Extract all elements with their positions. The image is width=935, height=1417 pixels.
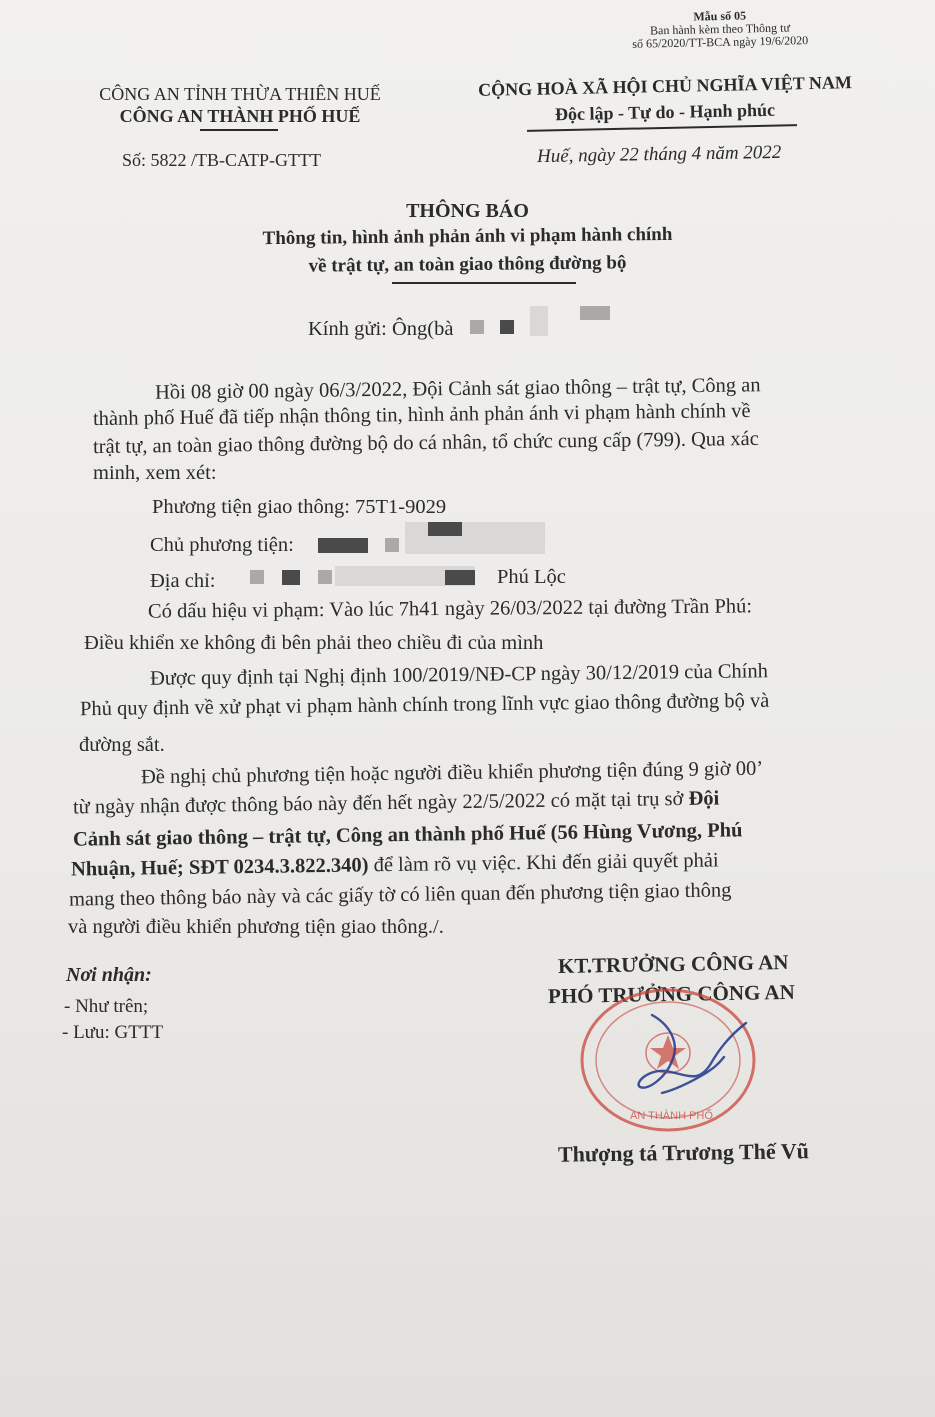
- signer-name: Thượng tá Trương Thế Vũ: [557, 1138, 810, 1167]
- recipients-label: Nơi nhận:: [66, 964, 152, 986]
- document-subtitle-2: về trật tự, an toàn giao thông đường bộ: [308, 252, 627, 277]
- place-date: Huế, ngày 22 tháng 4 năm 2022: [536, 141, 782, 168]
- legal-line-3: đường sắt.: [79, 734, 165, 756]
- svg-text:AN THÀNH PHỐ: AN THÀNH PHỐ: [630, 1110, 713, 1122]
- request-line-4: [71, 849, 719, 881]
- redaction: [500, 320, 514, 334]
- motto: Độc lập - Tự do - Hạnh phúc: [554, 99, 776, 125]
- vehicle-owner-label: Chủ phương tiện:: [150, 534, 294, 556]
- intro-line-4: minh, xem xét:: [93, 462, 217, 484]
- signer-title-1: KT.TRƯỞNG CÔNG AN: [557, 949, 789, 979]
- redaction: [470, 320, 484, 334]
- request-line-1: Đề nghị chủ phương tiện hoặc người điều khiển phương tiện đúng 9 giờ 00’: [140, 757, 764, 789]
- intro-line-1: Hồi 08 giờ 00 ngày 06/3/2022, Đội Cảnh sát giao thông – trật tự, Công an: [154, 374, 761, 404]
- form-issued-by: Ban hành kèm theo Thông tư: [649, 20, 791, 38]
- agency-name: CÔNG AN THÀNH PHỐ HUẾ: [119, 106, 361, 126]
- signer-title-2: PHÓ TRƯỞNG CÔNG AN: [547, 979, 795, 1009]
- request-line-2: [73, 787, 720, 819]
- redaction: [530, 306, 548, 336]
- recipient: Kính gửi: Ông(bà: [308, 318, 454, 340]
- agency-underline: [200, 129, 278, 131]
- legal-line-2: Phủ quy định về xử phạt vi phạm hành chính trong lĩnh vực giao thông đường bộ và: [79, 689, 770, 721]
- violation-line-1: Có dấu hiệu vi phạm: Vào lúc 7h41 ngày 26/03/2022 tại đường Trần Phú:: [147, 595, 753, 623]
- request-line-2-bold: Đội: [688, 787, 720, 810]
- request-line-2-text: từ ngày nhận được thông báo này đến hết ngày 22/5/2022 có mặt tại trụ sở: [72, 787, 684, 819]
- redaction: [385, 538, 399, 552]
- form-circular: số 65/2020/TT-BCA ngày 19/6/2020: [632, 33, 809, 51]
- redaction: [445, 570, 475, 585]
- form-reference: [600, 7, 841, 51]
- agency-parent: CÔNG AN TỈNH THỪA THIÊN HUẾ: [99, 84, 381, 104]
- address-label: Địa chỉ:: [150, 570, 216, 592]
- intro-line-3: trật tự, an toàn giao thông đường bộ do cá nhân, tổ chức cung cấp (799). Qua xác: [92, 427, 759, 459]
- redaction: [318, 538, 368, 553]
- legal-line-1: Được quy định tại Nghị định 100/2019/NĐ-CP ngày 30/12/2019 của Chính: [149, 660, 769, 690]
- redaction: [318, 570, 332, 584]
- request-line-4-text: để làm rõ vụ việc. Khi đến giải quyết phải: [373, 849, 719, 877]
- request-line-6: và người điều khiển phương tiện giao thông./.: [68, 916, 444, 938]
- address-district: Phú Lộc: [497, 566, 566, 588]
- redaction: [428, 522, 462, 536]
- document-title: THÔNG BÁO: [406, 200, 529, 222]
- recipient-item: - Như trên;: [64, 996, 149, 1017]
- form-number: Mẫu số 05: [693, 8, 747, 24]
- redaction: [405, 522, 545, 554]
- request-line-3: Cảnh sát giao thông – trật tự, Công an thành phố Huế (56 Hùng Vương, Phú: [72, 819, 743, 851]
- nation-title: CỘNG HOÀ XÃ HỘI CHỦ NGHĨA VIỆT NAM: [477, 72, 853, 100]
- redaction: [250, 570, 264, 584]
- recipient-item: - Lưu: GTTT: [62, 1022, 164, 1043]
- document-subtitle-1: Thông tin, hình ảnh phản ánh vi phạm hành chính: [262, 223, 673, 250]
- redaction: [282, 570, 300, 585]
- document-number: Số: 5822 /TB-CATP-GTTT: [122, 150, 322, 170]
- request-line-5: mang theo thông báo này và các giấy tờ có liên quan đến phương tiện giao thông: [68, 879, 732, 911]
- intro-line-2: thành phố Huế đã tiếp nhận thông tin, hình ảnh phản ánh vi phạm hành chính về: [92, 399, 751, 431]
- request-line-4-bold: Nhuận, Huế; SĐT 0234.3.822.340): [70, 854, 369, 881]
- official-stamp-seal: [578, 985, 758, 1135]
- vehicle-plate: Phương tiện giao thông: 75T1-9029: [152, 496, 447, 518]
- violation-line-2: Điều khiển xe không đi bên phải theo chiều đi của mình: [84, 632, 544, 654]
- motto-underline: [527, 124, 797, 131]
- redaction: [580, 306, 610, 320]
- subtitle-underline: [392, 282, 576, 284]
